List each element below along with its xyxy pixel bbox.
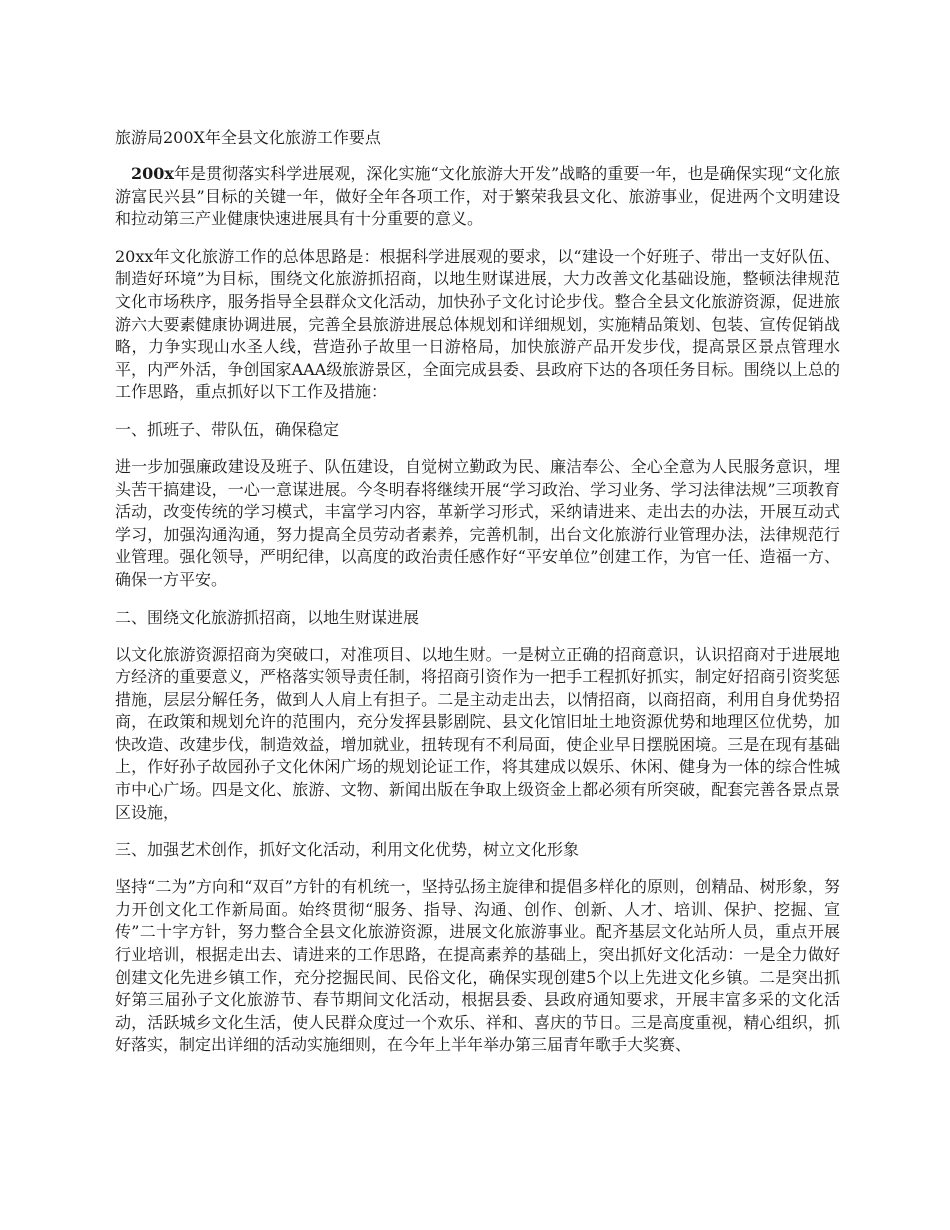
section-heading-investment: 二、围绕文化旅游抓招商，以地生财谋进展 [115, 607, 420, 627]
section-body-team: 进一步加强廉政建设及班子、队伍建设，自觉树立勤政为民、廉洁奉公、全心全意为人民服务意识，埋头苦干搞建设，一心一意谋进展。今冬明春将继续开展“学习政治、学习业务、学习法律法规”三项教育活动，改变传统的学习模式，丰富学习内容，革新学习形式，采纳请进来、走出去的办法，开展互动式学习，加强沟通沟通，努力提高全员劳动者素养，完善机制，出台文化旅游行业管理办法，法律规范行业管理。强化领导，严明纪律，以高度的政治责任感作好“平安单位”创建工作，为官一任、造福一方、确保一方平安。 [115, 456, 840, 589]
document-title: 旅游局200X年全县文化旅游工作要点 [115, 128, 381, 147]
intro-paragraph [115, 163, 840, 231]
section-body-culture: 坚持“二为”方向和“双百”方针的有机统一，坚持弘扬主旋律和提倡多样化的原则，创精品、树形象，努力开创文化工作新局面。始终贯彻“服务、指导、沟通、创作、创新、人才、培训、保护、挖掘、宣传”二十字方针，努力整合全县文化旅游资源，进展文化旅游事业。配齐基层文化站所人员，重点开展行业培训，根据走出去、请进来的工作思路，在提高素养的基础上，突出抓好文化活动：一是全力做好创建文化先进乡镇工作，充分挖掘民间、民俗文化，确保实现创建5个以上先进文化乡镇。二是突出抓好第三届孙子文化旅游节、春节期间文化活动，根据县委、县政府通知要求，开展丰富多采的文化活动，活跃城乡文化生活，使人民群众度过一个欢乐、祥和、喜庆的节日。三是高度重视，精心组织，抓好落实，制定出详细的活动实施细则，在今年上半年举办第三届青年歌手大奖赛、 [115, 877, 840, 1055]
section-body-investment: 以文化旅游资源招商为突破口，对准项目、以地生财。一是树立正确的招商意识，认识招商对于进展地方经济的重要意义，严格落实领导责任制，将招商引资作为一把手工程抓好抓实，制定好招商引资奖惩措施，层层分解任务，做到人人肩上有担子。二是主动走出去，以情招商，以商招商，利用自身优势招商，在政策和规划允许的范围内，充分发挥县影剧院、县文化馆旧址土地资源优势和地理区位优势，加快改造、改建步伐，制造效益，增加就业，扭转现有不利局面，使企业早日摆脱困境。三是在现有基础上，作好孙子故园孙子文化休闲广场的规划论证工作，将其建成以娱乐、休闲、健身为一体的综合性城市中心广场。四是文化、旅游、文物、新闻出版在争取上级资金上都必须有所突破，配套完善各景点景区设施， [115, 644, 840, 822]
section-heading-culture: 三、加强艺术创作，抓好文化活动，利用文化优势，树立文化形象 [115, 840, 580, 860]
overview-paragraph: 20xx年文化旅游工作的总体思路是：根据科学进展观的要求，以“建设一个好班子、带出一支好队伍、制造好环境”为目标，围绕文化旅游抓招商，以地生财谋进展，大力改善文化基础设施，整顿法律规范文化市场秩序，服务指导全县群众文化活动，加快孙子文化讨论步伐。整合全县文化旅游资源，促进旅游六大要素健康协调进展，完善全县旅游进展总体规划和详细规划，实施精品策划、包装、宣传促销战略，力争实现山水圣人线，营造孙子故里一日游格局，加快旅游产品开发步伐，提高景区景点管理水平，内严外活，争创国家AAA级旅游景区，全面完成县委、县政府下达的各项任务目标。围绕以上总的工作思路，重点抓好以下工作及措施： [115, 246, 840, 402]
intro-lead-year: 200x [131, 164, 174, 183]
intro-text: 年是贯彻落实科学进展观，深化实施“文化旅游大开发”战略的重要一年，也是确保实现“文化旅游富民兴县”目标的关键一年，做好全年各项工作，对于繁荣我县文化、旅游事业，促进两个文明建设和拉动第三产业健康快速进展具有十分重要的意义。 [115, 164, 840, 229]
document-body [115, 127, 840, 1072]
section-heading-team: 一、抓班子、带队伍，确保稳定 [115, 419, 340, 439]
